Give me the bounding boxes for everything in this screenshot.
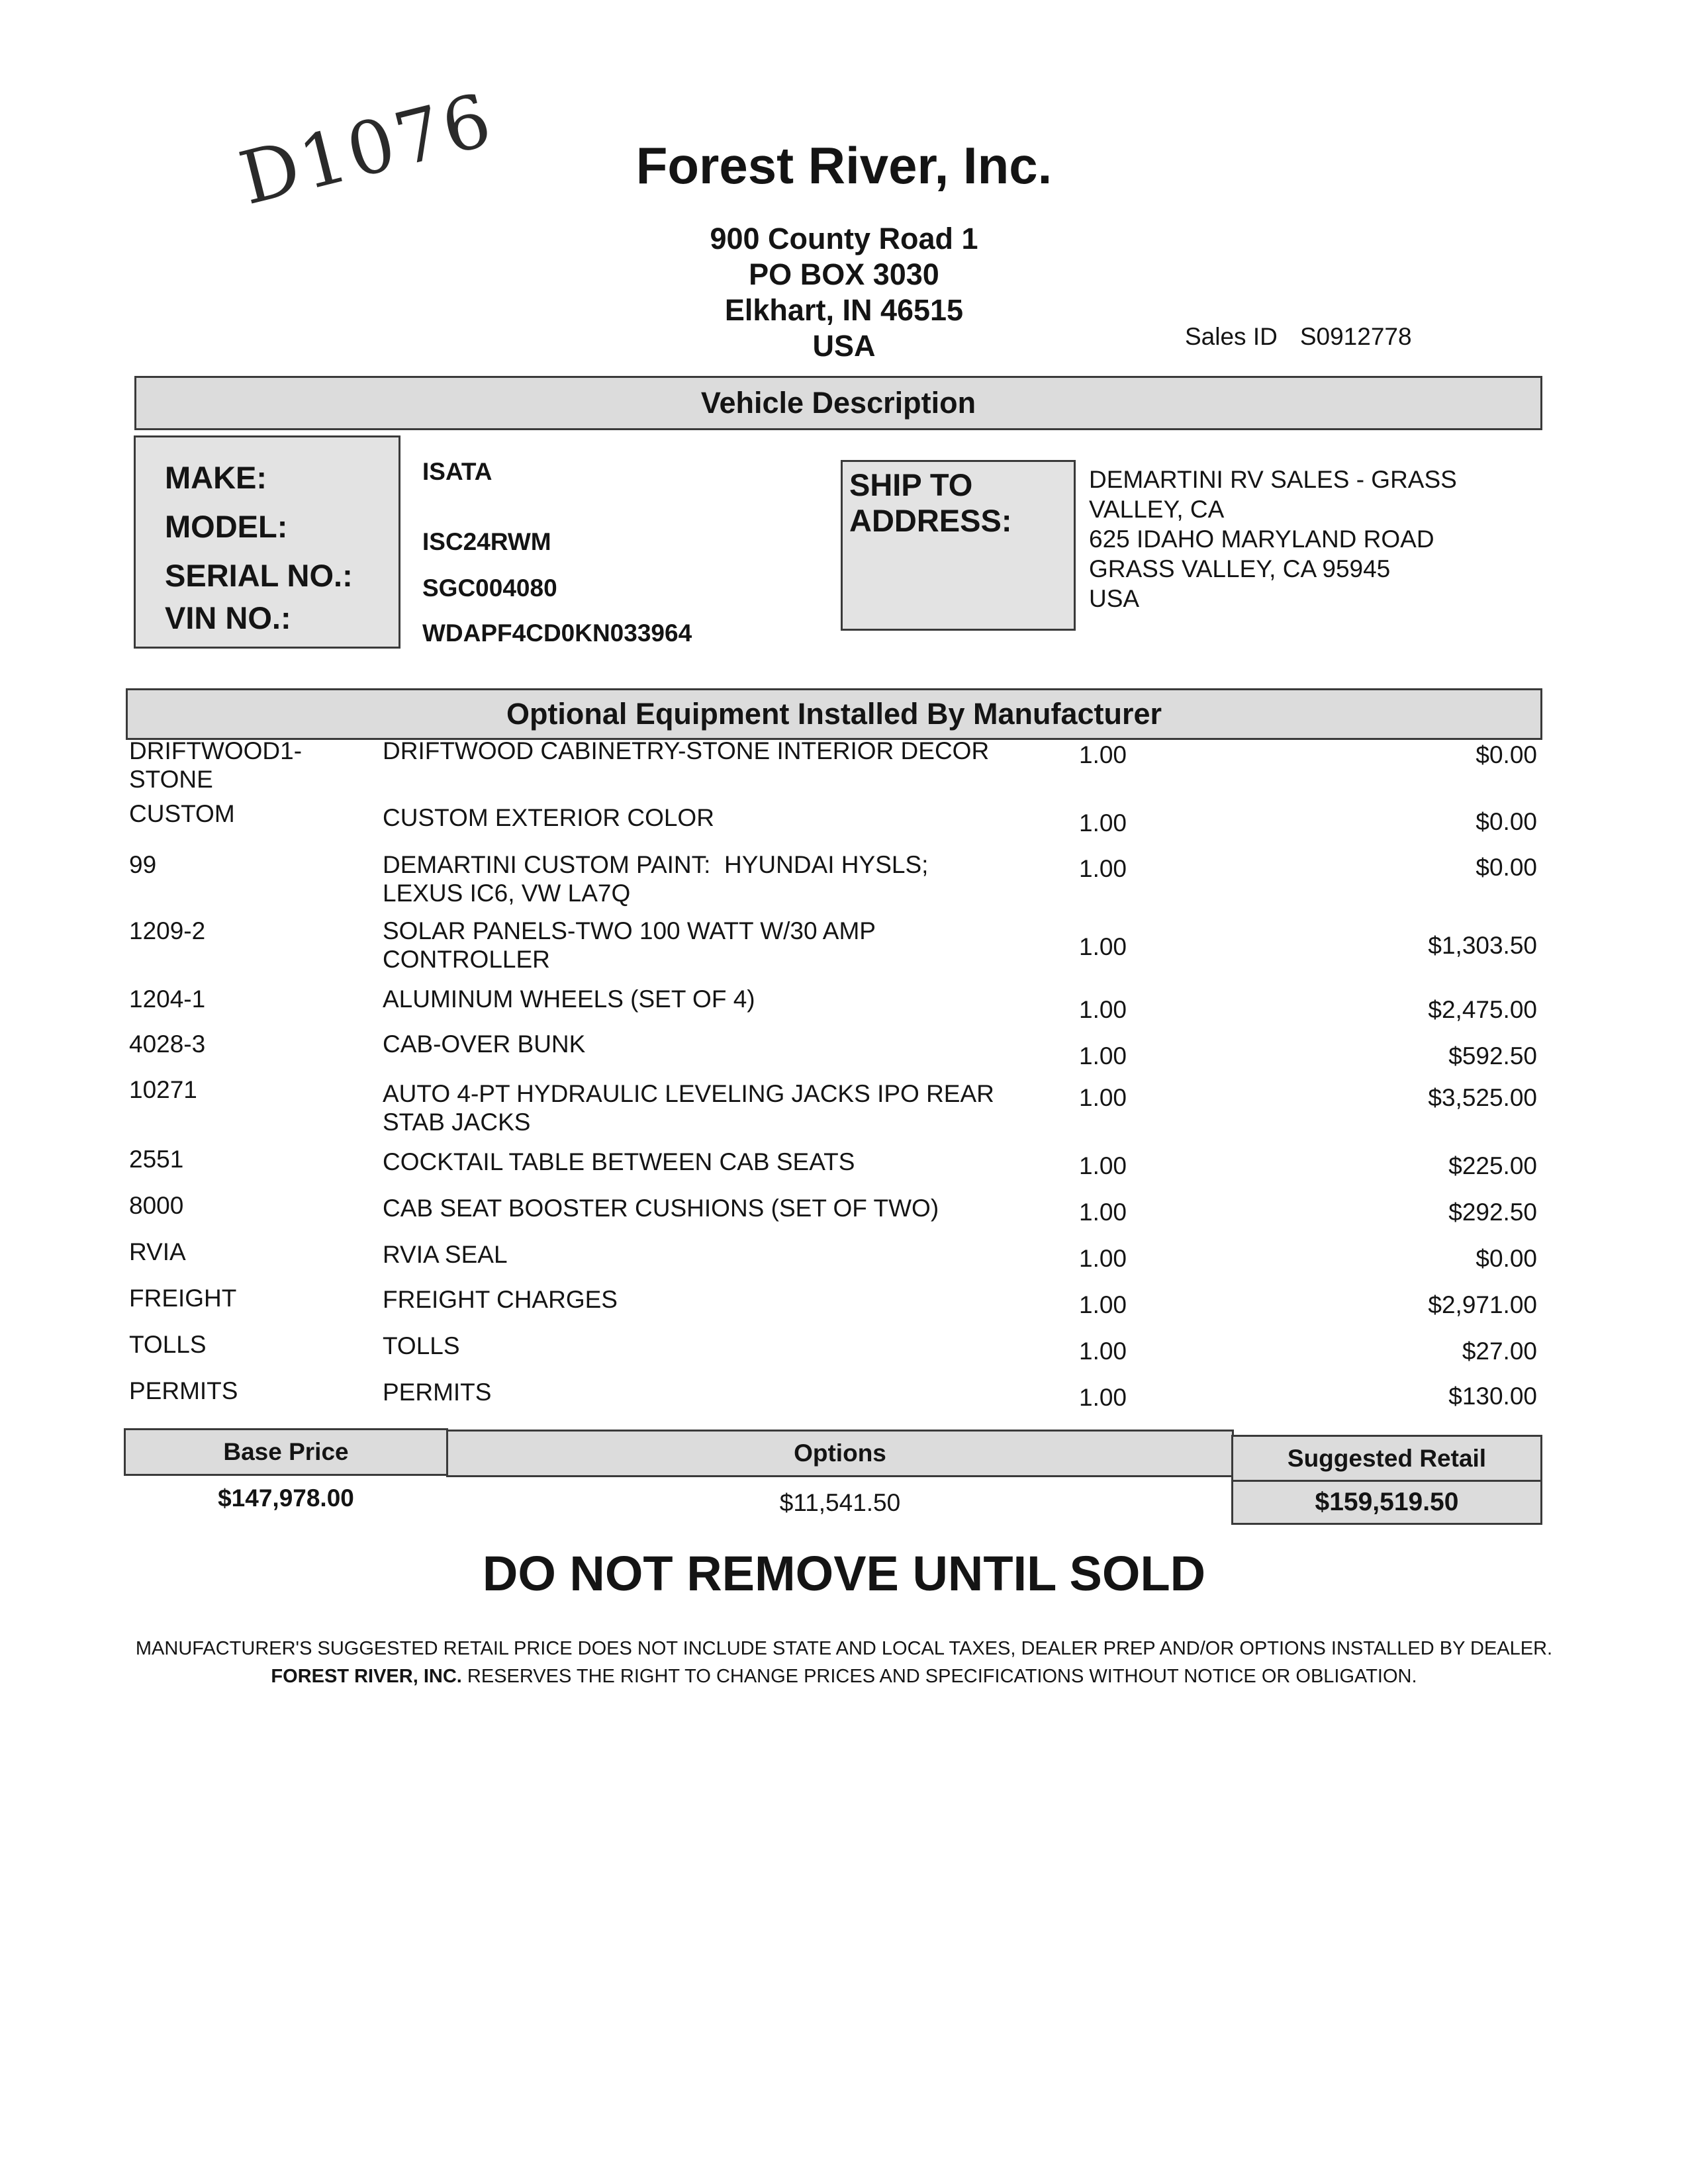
options-header: Options: [446, 1430, 1234, 1477]
option-qty: 1.00: [1079, 1384, 1127, 1411]
optional-equipment-header: Optional Equipment Installed By Manufacturer: [126, 688, 1542, 740]
option-qty: 1.00: [1079, 1199, 1127, 1226]
suggested-retail-header: Suggested Retail: [1231, 1435, 1542, 1482]
option-amount: $0.00: [1476, 808, 1537, 835]
ship-to-line-1: DEMARTINI RV SALES - GRASS: [1089, 466, 1457, 493]
option-amount: $0.00: [1476, 854, 1537, 881]
ship-to-label-line-2: ADDRESS:: [849, 503, 1012, 538]
sales-id-label: Sales ID: [1185, 323, 1278, 350]
disclaimer-line-2: [0, 1662, 1688, 1690]
option-desc: AUTO 4-PT HYDRAULIC LEVELING JACKS IPO REAR STAB JACKS: [383, 1080, 994, 1136]
ship-to-line-4: GRASS VALLEY, CA 95945: [1089, 555, 1391, 582]
option-amount: $0.00: [1476, 741, 1537, 768]
option-qty: 1.00: [1079, 809, 1127, 837]
address-line-3: Elkhart, IN 46515: [724, 293, 964, 327]
option-qty: 1.00: [1079, 1291, 1127, 1318]
option-code: PERMITS: [129, 1377, 238, 1404]
option-desc: FREIGHT CHARGES: [383, 1286, 618, 1313]
address-line-2: PO BOX 3030: [749, 257, 939, 291]
option-amount: $2,971.00: [1428, 1291, 1537, 1318]
ship-to-line-3: 625 IDAHO MARYLAND ROAD: [1089, 525, 1434, 553]
option-desc: CUSTOM EXTERIOR COLOR: [383, 804, 714, 831]
company-name: Forest River, Inc.: [635, 136, 1053, 195]
option-amount: $0.00: [1476, 1245, 1537, 1272]
option-desc: COCKTAIL TABLE BETWEEN CAB SEATS: [383, 1148, 855, 1175]
sales-id-value: S0912778: [1299, 323, 1412, 350]
option-code: 10271: [129, 1076, 197, 1103]
base-price-value: $147,978.00: [218, 1484, 354, 1512]
option-qty: 1.00: [1079, 741, 1127, 768]
ship-to-address: [1089, 465, 1457, 614]
ship-to-line-2: VALLEY, CA: [1089, 496, 1225, 523]
option-code: 4028-3: [129, 1030, 206, 1058]
option-qty: 1.00: [1079, 996, 1127, 1023]
option-qty: 1.00: [1079, 1042, 1127, 1069]
option-code: TOLLS: [129, 1331, 207, 1358]
disclaimer-line-1: MANUFACTURER'S SUGGESTED RETAIL PRICE DOES NOT INCLUDE STATE AND LOCAL TAXES, DEALER PREP AND/OR OPTIONS INSTALLED BY DEALER.: [135, 1638, 1553, 1659]
option-desc: CAB-OVER BUNK: [383, 1030, 586, 1058]
option-qty: 1.00: [1079, 1338, 1127, 1365]
option-amount: $27.00: [1462, 1338, 1537, 1365]
option-code: CUSTOM: [129, 800, 235, 827]
option-amount: $292.50: [1448, 1199, 1537, 1226]
option-qty: 1.00: [1079, 855, 1127, 882]
option-qty: 1.00: [1079, 1152, 1127, 1179]
option-desc: PERMITS: [383, 1379, 492, 1406]
vehicle-description-header: Vehicle Description: [134, 376, 1542, 430]
option-amount: $225.00: [1448, 1152, 1537, 1179]
option-amount: $592.50: [1448, 1042, 1537, 1069]
make-label: MAKE:: [165, 460, 267, 495]
ship-to-line-5: USA: [1089, 585, 1140, 612]
option-qty: 1.00: [1079, 933, 1127, 960]
option-code: 99: [129, 851, 157, 878]
vin-value: WDAPF4CD0KN033964: [422, 619, 692, 647]
disclaimer-company: FOREST RIVER, INC.: [271, 1666, 462, 1687]
option-amount: $130.00: [1448, 1383, 1537, 1410]
disclaimer-rest: RESERVES THE RIGHT TO CHANGE PRICES AND SPECIFICATIONS WITHOUT NOTICE OR OBLIGATION.: [461, 1666, 1417, 1687]
option-desc: TOLLS: [383, 1332, 460, 1359]
option-code: 1204-1: [129, 985, 206, 1013]
option-amount: $1,303.50: [1428, 932, 1537, 959]
options-value: $11,541.50: [779, 1489, 901, 1516]
option-desc: DEMARTINI CUSTOM PAINT: HYUNDAI HYSLS; LEXUS IC6, VW LA7Q: [383, 851, 929, 907]
option-desc: RVIA SEAL: [383, 1241, 508, 1268]
option-amount: $3,525.00: [1428, 1084, 1537, 1111]
ship-to-label-line-1: SHIP TO: [849, 467, 973, 502]
serial-label: SERIAL NO.:: [165, 558, 353, 593]
suggested-retail-value: $159,519.50: [1231, 1480, 1542, 1525]
do-not-remove-notice: DO NOT REMOVE UNTIL SOLD: [482, 1546, 1206, 1601]
option-code: 1209-2: [129, 917, 206, 944]
sales-id: [1185, 323, 1412, 351]
option-amount: $2,475.00: [1428, 996, 1537, 1023]
address-line-1: 900 County Road 1: [710, 222, 978, 255]
model-label: MODEL:: [165, 509, 288, 544]
option-code: 2551: [129, 1146, 184, 1173]
base-price-header: Base Price: [124, 1428, 448, 1476]
option-qty: 1.00: [1079, 1084, 1127, 1111]
vehicle-labels-box: [134, 435, 400, 649]
vin-label: VIN NO.:: [165, 600, 291, 635]
option-qty: 1.00: [1079, 1245, 1127, 1272]
make-value: ISATA: [422, 458, 492, 485]
option-desc: SOLAR PANELS-TWO 100 WATT W/30 AMP CONTROLLER: [383, 917, 876, 973]
serial-value: SGC004080: [422, 574, 557, 602]
option-desc: DRIFTWOOD CABINETRY-STONE INTERIOR DECOR: [383, 737, 990, 764]
option-code: RVIA: [129, 1238, 186, 1265]
option-code: DRIFTWOOD1- STONE: [129, 737, 303, 793]
option-code: 8000: [129, 1192, 184, 1219]
ship-to-label-box: [841, 460, 1076, 631]
option-desc: CAB SEAT BOOSTER CUSHIONS (SET OF TWO): [383, 1195, 939, 1222]
model-value: ISC24RWM: [422, 528, 551, 555]
address-line-4: USA: [812, 329, 876, 363]
handwritten-note: D1076: [232, 77, 502, 222]
option-desc: ALUMINUM WHEELS (SET OF 4): [383, 985, 755, 1013]
option-code: FREIGHT: [129, 1285, 237, 1312]
